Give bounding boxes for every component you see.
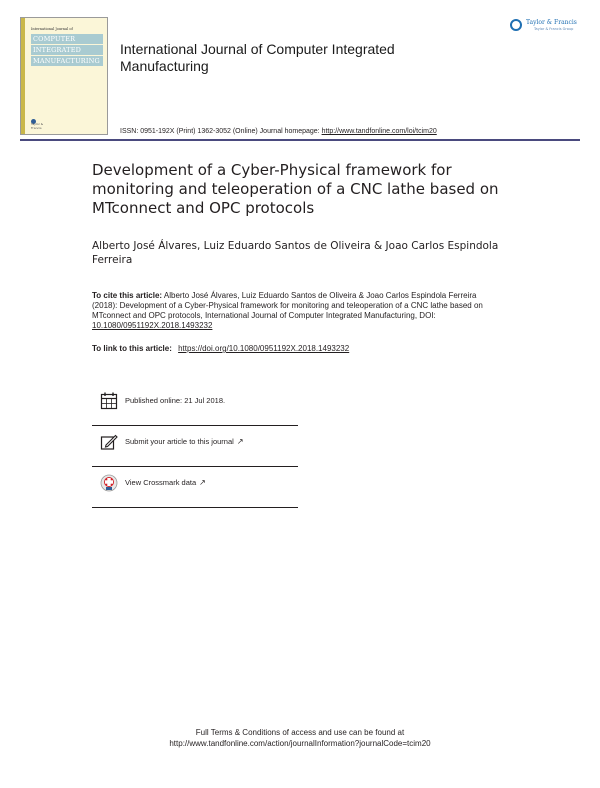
cover-title-line-1: COMPUTER (31, 34, 103, 44)
issn-line (120, 128, 437, 135)
citation-text: Alberto José Álvares, Luiz Eduardo Santos de Oliveira & Joao Carlos Espindola Ferreira (2018): Development of a Cyber-Physical framework for monitoring and teleoperation of a CNC lathe based on MTconnect and OPC protocols, International Journal of Computer Integrated Manufacturing, DOI: (92, 291, 483, 320)
journal-title: International Journal of Computer Integrated Manufacturing (120, 41, 395, 74)
crossmark-text: View Crossmark data (125, 478, 197, 487)
journal-homepage-link[interactable]: http://www.tandfonline.com/loi/tcim20 (321, 128, 437, 135)
journal-cover-thumbnail (20, 17, 108, 135)
submit-article-link[interactable] (125, 437, 244, 446)
link-label: To link to this article: (92, 344, 172, 353)
publisher-logo-name: Taylor & Francis (526, 19, 577, 26)
external-link-icon: ↗ (199, 478, 206, 487)
cover-kicker: International Journal of (31, 27, 73, 31)
published-online-text: Published online: 21 Jul 2018. (125, 396, 226, 405)
external-link-icon: ↗ (236, 437, 244, 446)
article-authors: Alberto José Álvares, Luiz Eduardo Santos de Oliveira & Joao Carlos Espindola Ferreira (92, 240, 499, 266)
cover-stripe (21, 18, 25, 134)
edit-icon (100, 433, 118, 451)
publisher-logo[interactable] (510, 17, 582, 35)
crossmark-row[interactable] (92, 468, 298, 508)
article-title: Development of a Cyber-Physical framework for monitoring and teleoperation of a CNC lathe based on MTconnect and OPC protocols (92, 161, 499, 217)
cover-title-line-2: INTEGRATED (31, 45, 103, 55)
crossmark-icon (100, 474, 118, 492)
cover-title-line-3: MANUFACTURING (31, 56, 103, 66)
citation-block (92, 291, 504, 331)
terms-line-1: Full Terms & Conditions of access and use can be found at (195, 728, 405, 737)
header-divider (20, 139, 580, 141)
submit-article-row[interactable] (92, 427, 298, 467)
terms-footer (100, 727, 500, 749)
crossmark-link[interactable] (125, 478, 206, 487)
cover-publisher: Taylor & Francis (31, 122, 44, 130)
terms-link[interactable]: http://www.tandfonline.com/action/journalInformation?journalCode=tcim20 (169, 739, 431, 748)
calendar-icon (100, 392, 118, 410)
published-online-row (92, 386, 298, 426)
article-doi-link[interactable]: https://doi.org/10.1080/0951192X.2018.1493232 (178, 344, 350, 353)
issn-text: ISSN: 0951-192X (Print) 1362-3052 (Online) Journal homepage: (120, 128, 320, 135)
citation-doi-link[interactable]: 10.1080/0951192X.2018.1493232 (92, 321, 213, 330)
submit-article-text: Submit your article to this journal (125, 437, 234, 446)
publisher-logo-sub: Taylor & Francis Group (534, 27, 574, 31)
citation-label: To cite this article: (92, 291, 163, 300)
article-link-line (92, 344, 504, 354)
publisher-logo-icon (510, 19, 522, 31)
